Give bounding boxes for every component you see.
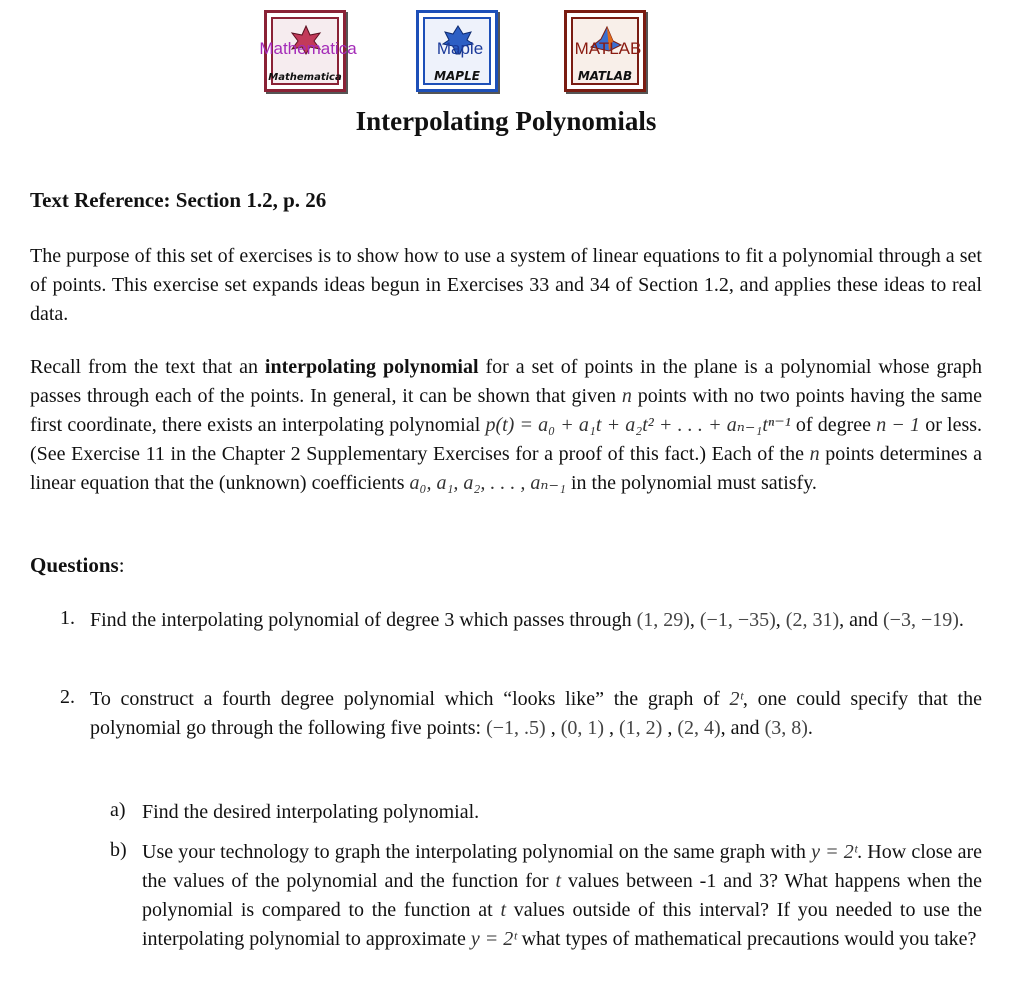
question-2b: Use your technology to graph the interpolating polynomial on the same graph with y = 2ᵗ. How close are the values of the polynomial and the function for t values between -1 and 3? What happens when the polynomial is compared to the function at t values outside of this interval? If you needed to use the interpolating polynomial to approximate y = 2ᵗ what types of mathematical precautions would you take?	[142, 841, 982, 950]
recall-paragraph: Recall from the text that an interpolating polynomial for a set of points in the plane is a polynomial whose graph passes through each of the points. In general, it can be shown that given n points with no two points having the same first coordinate, there exists an interpolating polynomial p(t) = a₀ + a₁t + a₂t² + . . . + aₙ₋₁tⁿ⁻¹ of degree n − 1 or less. (See Exercise 11 in the Chapter 2 Supplementary Exercises for a proof of this fact.) Each of the n points determines a linear equation that the (unknown) coefficients a₀, a₁, a₂, . . . , aₙ₋₁ in the polynomial must satisfy.	[30, 356, 983, 494]
page-title: Interpolating Polynomials	[355, 106, 657, 136]
question-2a: Find the desired interpolating polynomial.	[142, 801, 480, 823]
question-2b-label: b)	[110, 839, 127, 861]
question-2: To construct a fourth degree polynomial which “looks like” the graph of 2ᵗ, one could specify that the polynomial go through the following five points: (−1, .5) , (0, 1) , (1, 2) , (2, 4), and (3, 8).	[90, 688, 982, 739]
interpolating-polynomial-term: interpolating polynomial	[264, 356, 479, 378]
mathematica-caption: Mathematica	[268, 72, 342, 83]
maple-caption: MAPLE	[434, 69, 480, 83]
maple-logo[interactable]	[416, 10, 498, 92]
software-logos	[259, 10, 682, 96]
question-1: Find the interpolating polynomial of degree 3 which passes through (1, 29), (−1, −35), (2, 31), and (−3, −19).	[90, 609, 964, 631]
question-1-number: 1.	[60, 607, 75, 629]
polynomial-formula: p(t) = a₀ + a₁t + a₂t² + . . . + aₙ₋₁tⁿ⁻¹	[485, 414, 791, 436]
questions-heading: Questions:	[30, 553, 125, 577]
matlab-logo[interactable]	[564, 10, 646, 92]
coefficients-list: a₀, a₁, a₂, . . . , aₙ₋₁	[409, 472, 566, 494]
maple-alt-text: Maple	[436, 39, 484, 58]
question-2a-label: a)	[110, 799, 126, 821]
question-2-number: 2.	[60, 686, 75, 708]
intro-paragraph: The purpose of this set of exercises is to show how to use a system of linear equations to fit a polynomial through a set of points. This exercise set expands ideas begun in Exercises 33 and 34 of Section 1.2, and applies these ideas to real data.	[30, 245, 982, 325]
matlab-alt-text: MATLAB	[574, 39, 642, 58]
mathematica-logo[interactable]	[259, 10, 357, 92]
text-reference: Text Reference: Section 1.2, p. 26	[30, 188, 327, 212]
mathematica-alt-text: Mathematica	[259, 39, 357, 58]
matlab-caption: MATLAB	[577, 69, 633, 83]
